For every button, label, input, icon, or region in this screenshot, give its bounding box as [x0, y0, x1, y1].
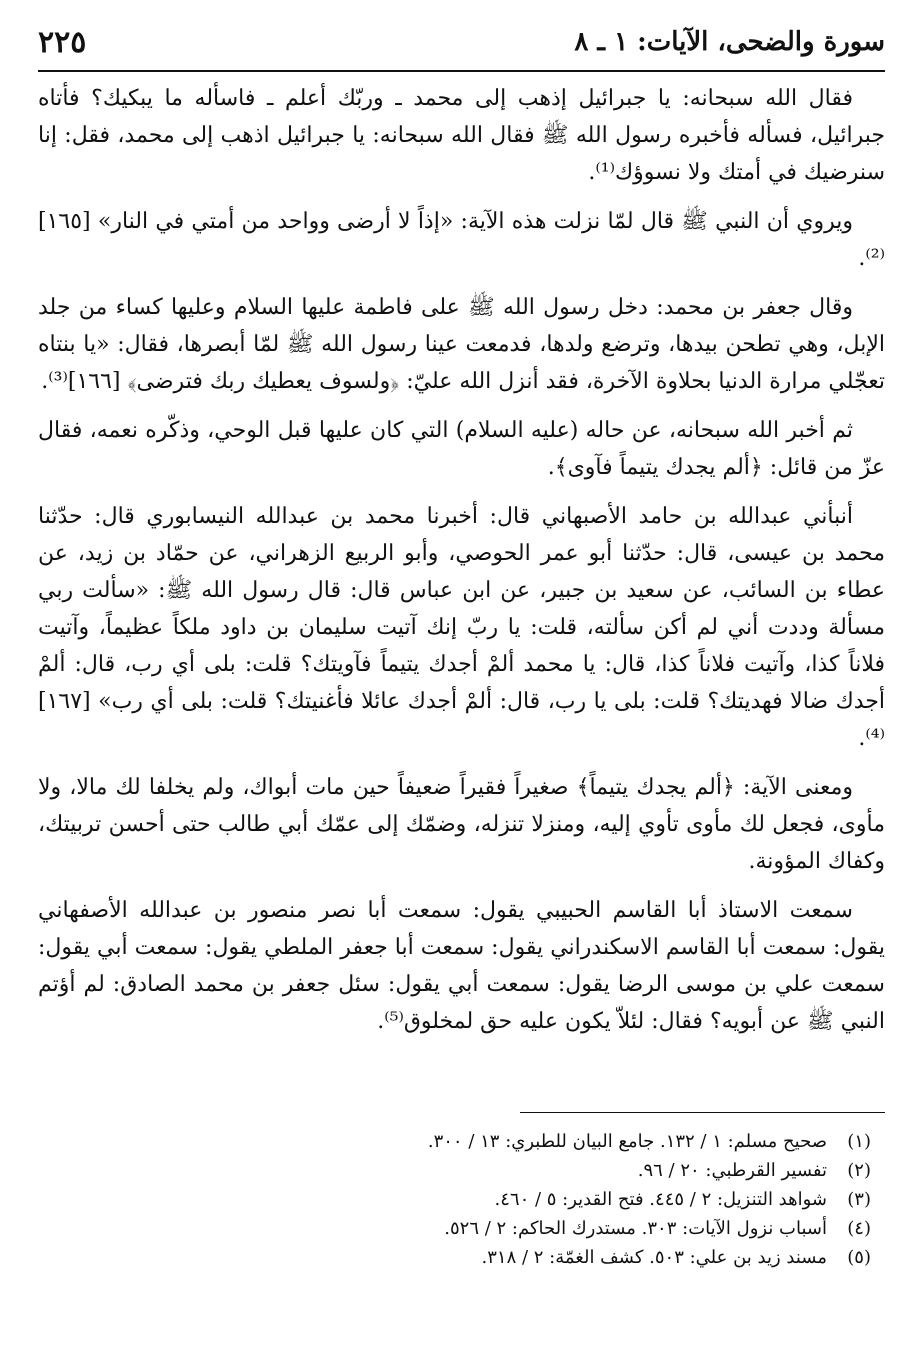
paragraph: ثم أخبر الله سبحانه، عن حاله (عليه السلام) التي كان عليها قبل الوحي، وذكّره نعمه، فقال عزّ من قائل: ﴿ألم يجدك يتيماً فآوى﴾. [38, 418, 885, 480]
footnote-item [38, 1215, 871, 1243]
paragraph: سمعت الاستاذ أبا القاسم الحبيبي يقول: سمعت أبا نصر منصور بن عبدالله الأصفهاني يقول: سمعت أبا القاسم الاسكندراني يقول: سمعت أبا جعفر الملطي يقول: سمعت أبي يقول: سمعت علي بن موسى الرضا يقول: سمعت أبي يقول: سئل جعفر بن محمد الصادق: لم أؤتم النبي ﷺ عن أبويه؟ فقال: لئلاّ يكون عليه حق لمخلوق⁽⁵⁾. [38, 898, 885, 1034]
page-number: ٢٢٥ [38, 24, 87, 60]
footnote-item [38, 1157, 871, 1185]
footnote-number: (١) [847, 1131, 871, 1152]
running-title: سورة والضحى، الآيات: ١ ـ ٨ [574, 27, 885, 57]
footnote-item [38, 1186, 871, 1214]
footnote-divider [520, 1112, 885, 1113]
paragraph: فقال الله سبحانه: يا جبرائيل إذهب إلى محمد ـ وربّك أعلم ـ فاسأله ما يبكيك؟ فأتاه جبرائيل، فسأله فأخبره رسول الله ﷺ فقال الله سبحانه: يا جبرائيل اذهب إلى محمد، فقل: إنا سنرضيك في أمتك ولا نسوؤك⁽¹⁾. [38, 86, 885, 185]
footnote-number: (٢) [847, 1160, 871, 1181]
footnote-text: أسباب نزول الآيات: ٣٠٣. مستدرك الحاكم: ٢ / ٥٢٦. [444, 1218, 827, 1239]
footnote-text: تفسير القرطبي: ٢٠ / ٩٦. [637, 1160, 827, 1181]
footnotes [38, 1128, 871, 1273]
footnote-number: (٣) [847, 1189, 871, 1210]
footnote-number: (٥) [847, 1247, 871, 1268]
paragraph: ويروي أن النبي ﷺ قال لمّا نزلت هذه الآية: «إذاً لا أرضى وواحد من أمتي في النار» [١٦٥]⁽²⁾. [38, 209, 885, 271]
footnote-text: شواهد التنزيل: ٢ / ٤٤٥. فتح القدير: ٥ / ٤٦٠. [494, 1189, 827, 1210]
main-text [38, 80, 885, 1052]
footnote-number: (٤) [847, 1218, 871, 1239]
paragraph: وقال جعفر بن محمد: دخل رسول الله ﷺ على فاطمة عليها السلام وعليها كساء من جلد الإبل، وهي تطحن بيدها، وترضع ولدها، فدمعت عينا رسول الله ﷺ لمّا أبصرها، فقال: «يا بنتاه تعجّلي مرارة الدنيا بحلاوة الآخرة، فقد أنزل الله عليّ: ﴿ولسوف يعطيك ربك فترضى﴾ [١٦٦]⁽³⁾. [38, 295, 885, 394]
paragraph: ومعنى الآية: ﴿ألم يجدك يتيماً﴾ صغيراً فقيراً ضعيفاً حين مات أبواك، ولم يخلفا لك مالا، ولا مأوى، فجعل لك مأوى تأوي إليه، ومنزلا تنزله، وضمّك إلى عمّك أبي طالب حتى أحسن تربيتك، وكفاك المؤونة. [38, 775, 885, 874]
paragraph: أنبأني عبدالله بن حامد الأصبهاني قال: أخبرنا محمد بن عبدالله النيسابوري قال: حدّثنا محمد بن عيسى، قال: حدّثنا أبو عمر الحوصي، وأبو الربيع الزهراني، عن حمّاد بن زيد، عن عطاء بن السائب، عن سعيد بن جبير، عن ابن عباس قال: قال رسول الله ﷺ: «سألت ربي مسألة وددت أني لم أكن سألته، قلت: يا ربّ إنك آتيت سليمان بن داود ملكاً عظيماً، وآتيت فلاناً كذا، وآتيت فلاناً كذا، قال: يا محمد ألمْ أجدك يتيماً فآويتك؟ قلت: بلى أي رب، قال: ألمْ أجدك ضالا فهديتك؟ قلت: بلى يا رب، قال: ألمْ أجدك عائلا فأغنيتك؟ قلت: بلى أي رب» [١٦٧]⁽⁴⁾. [38, 504, 885, 751]
footnote-text: مسند زيد بن علي: ٥٠٣. كشف الغمّة: ٢ / ٣١٨. [481, 1247, 827, 1268]
page-header [38, 14, 885, 72]
book-page [38, 0, 885, 1372]
footnote-item [38, 1244, 871, 1272]
footnote-text: صحيح مسلم: ١ / ١٣٢. جامع البيان للطبري: ١٣ / ٣٠٠. [427, 1131, 827, 1152]
footnote-item [38, 1128, 871, 1156]
